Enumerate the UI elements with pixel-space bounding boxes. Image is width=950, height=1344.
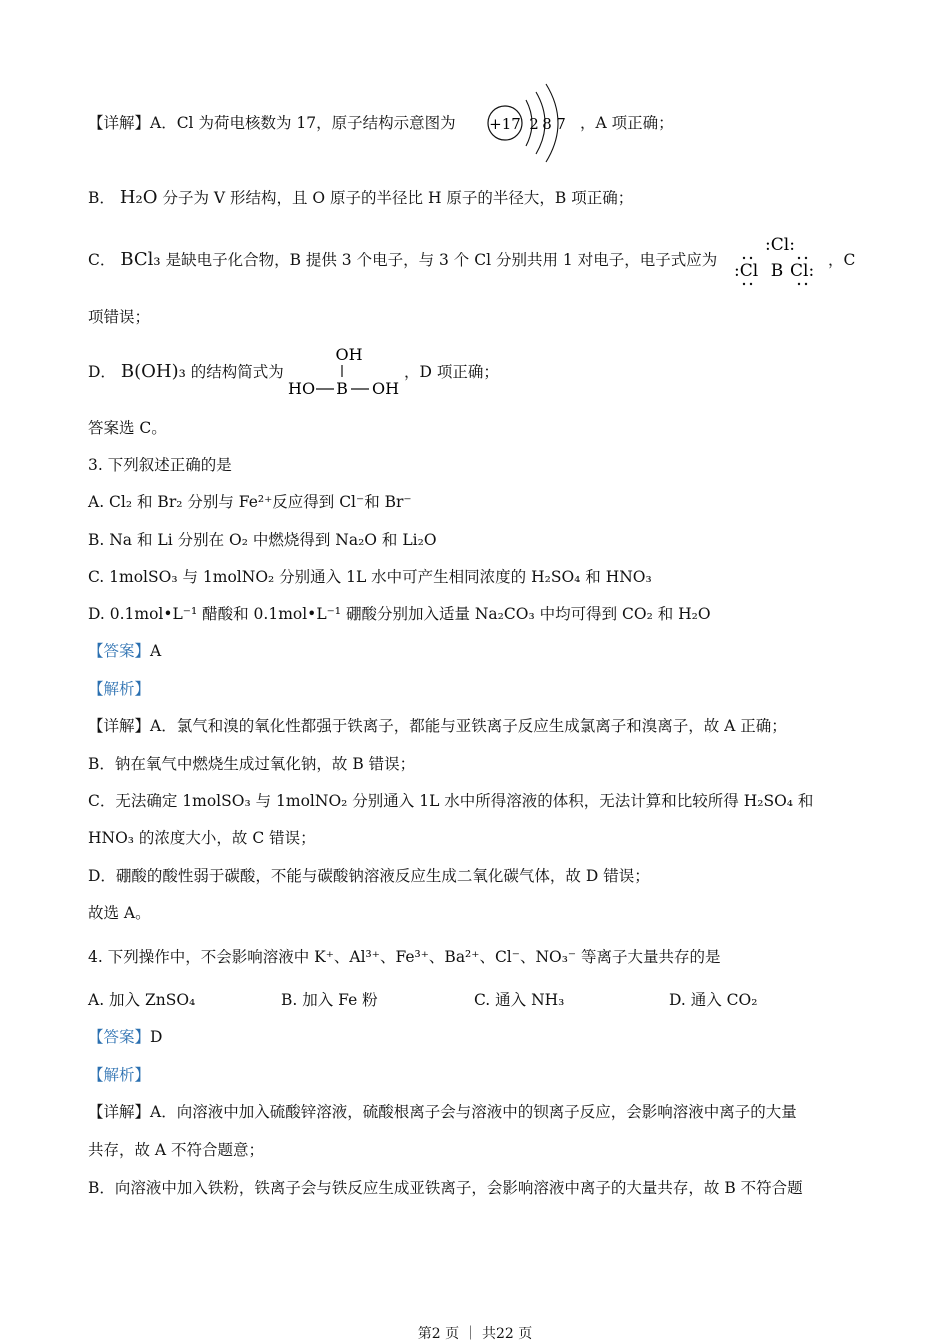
q3-option-a: A. Cl₂ 和 Br₂ 分别与 Fe²⁺反应得到 Cl⁻和 Br⁻ [88,493,412,511]
q2-answer-line: 答案选 C。 [88,419,167,437]
q2-detail-d-post: ，D 项正确； [404,363,499,381]
water-formula: H₂O [119,187,158,208]
q4-option-b: B. 加入 Fe 粉 [281,991,378,1009]
q3-detail-a: 【详解】A．氯气和溴的氧化性都强于铁离子，都能与亚铁离子反应生成氯离子和溴离子，故 A 正确； [88,717,787,735]
shell-2-count: 8 [542,115,552,133]
q3-detail-c2: HNO₃ 的浓度大小，故 C 错误； [88,829,316,847]
svg-text:HO: HO [288,379,316,398]
q3-option-d: D. 0.1mol•L⁻¹ 醋酸和 0.1mol•L⁻¹ 硼酸分别加入适量 Na₂CO₃ 中均可得到 CO₂ 和 H₂O [88,605,711,623]
svg-text::Cl: :Cl [734,261,759,281]
bcl3-formula: BCl₃ [120,249,161,270]
q3-stem: 3. 下列叙述正确的是 [88,456,232,474]
q4-answer: 【答案】D [88,1028,163,1046]
q3-option-b: B. Na 和 Li 分别在 O₂ 中燃烧得到 Na₂O 和 Li₂O [88,531,437,549]
shell-1-count: 2 [529,115,539,133]
q2-detail-b: B． H₂O 分子为 V 形结构，且 O 原子的半径比 H 原子的半径大，B 项正确； [88,187,634,208]
svg-text:OH: OH [372,379,400,398]
q4-analysis-tag: 【解析】 [88,1066,151,1084]
shell-3-count: 7 [556,115,566,133]
q4-detail-a1: 【详解】A．向溶液中加入硫酸锌溶液，硫酸根离子会与溶液中的钡离子反应，会影响溶液中离子的大量 [88,1103,797,1121]
q3-analysis-tag: 【解析】 [88,680,151,698]
q2-detail-c-post: ，C [828,251,856,269]
q4-option-c: C. 通入 NH₃ [474,991,565,1009]
q2-detail-a-post: ，A 项正确； [580,114,674,132]
q3-answer: 【答案】A [88,642,162,660]
q3-detail-b: B．钠在氧气中燃烧生成过氧化钠，故 B 错误； [88,755,416,773]
boric-acid-structure [286,343,402,399]
q2-detail-c: C． BCl₃ 是缺电子化合物，B 提供 3 个电子，与 3 个 Cl 分别共用 1 对电子，电子式应为 [88,249,718,270]
q3-option-c: C. 1molSO₃ 与 1molNO₂ 分别通入 1L 水中可产生相同浓度的 H₂SO₄ 和 HNO₃ [88,568,652,586]
svg-text:Cl:: Cl: [790,261,815,281]
q2-detail-c-line2: 项错误； [88,308,151,326]
svg-text:B: B [336,379,348,398]
q2-detail-a: 【详解】A．Cl 为荷电核数为 17，原子结构示意图为 [88,114,456,132]
q4-stem: 4. 下列操作中，不会影响溶液中 K⁺、Al³⁺、Fe³⁺、Ba²⁺、Cl⁻、NO₃⁻ 等离子大量共存的是 [88,948,721,966]
svg-text:B: B [770,261,784,281]
lewis-structure-bcl3 [732,228,828,288]
nucleus-label: +17 [489,115,521,133]
svg-text::Cl:: :Cl: [765,235,795,255]
page-footer: 第2 页 ｜ 共22 页 [417,1326,533,1342]
q4-detail-a2: 共存，故 A 不符合题意； [88,1141,265,1159]
q4-option-d: D. 通入 CO₂ [669,991,758,1009]
boric-acid-formula: B(OH)₃ [120,361,186,382]
q2-detail-d: D． B(OH)₃ 的结构简式为 [88,361,284,382]
svg-text:OH: OH [335,345,363,364]
q3-conclusion: 故选 A。 [88,904,151,922]
q3-detail-c1: C．无法确定 1molSO₃ 与 1molNO₂ 分别通入 1L 水中所得溶液的体积，无法计算和比较所得 H₂SO₄ 和 [88,792,814,810]
q4-option-a: A. 加入 ZnSO₄ [88,991,196,1009]
atom-structure-diagram [484,80,580,166]
q4-detail-b: B．向溶液中加入铁粉，铁离子会与铁反应生成亚铁离子，会影响溶液中离子的大量共存，故 B 不符合题 [88,1179,803,1197]
q3-detail-d: D．硼酸的酸性弱于碳酸，不能与碳酸钠溶液反应生成二氧化碳气体，故 D 错误； [88,867,650,885]
